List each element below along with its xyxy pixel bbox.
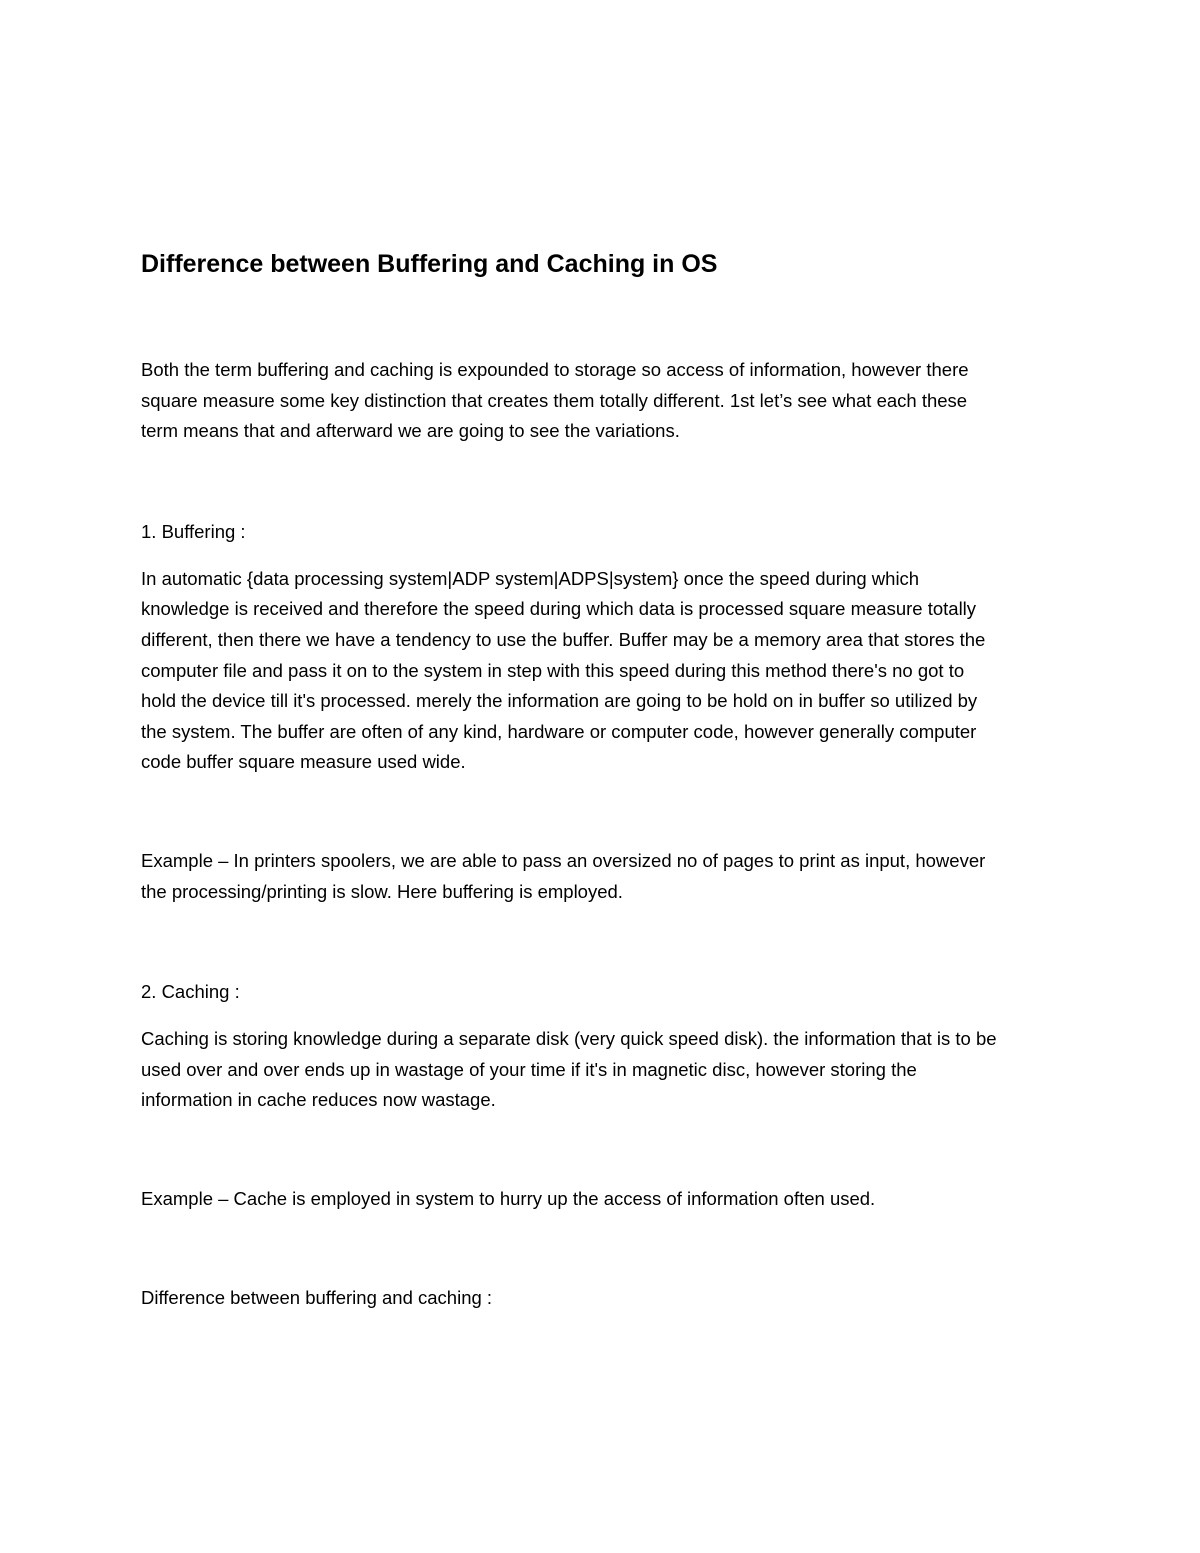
buffering-heading: 1. Buffering : (141, 520, 246, 542)
document-content (141, 246, 1061, 1313)
buffering-line: code buffer square measure used wide. (141, 751, 466, 773)
caching-heading: 2. Caching : (141, 981, 240, 1003)
caching-example-paragraph (141, 1184, 1061, 1215)
difference-heading: Difference between buffering and caching : (141, 1286, 493, 1308)
buffering-line: In automatic {data processing system|ADP system|ADPS|system} once the speed during which (141, 567, 920, 589)
buffering-line: hold the device till it's processed. merely the information are going to be hold on in buffer so utilized by (141, 690, 978, 712)
buffering-example-line: the processing/printing is slow. Here buffering is employed. (141, 880, 623, 902)
caching-paragraph (141, 1024, 1061, 1116)
intro-paragraph (141, 355, 1061, 447)
buffering-paragraph (141, 564, 1061, 778)
caching-example-line: Example – Cache is employed in system to hurry up the access of information often used. (141, 1187, 876, 1209)
intro-line: square measure some key distinction that creates them totally different. 1st let’s see what each these (141, 389, 968, 411)
buffering-line: computer file and pass it on to the system in step with this speed during this method there's no got to (141, 659, 965, 681)
buffering-line: different, then there we have a tendency to use the buffer. Buffer may be a memory area that stores the (141, 628, 986, 650)
caching-line: Caching is storing knowledge during a separate disk (very quick speed disk). the information that is to be (141, 1028, 997, 1050)
buffering-example-paragraph (141, 846, 1061, 907)
buffering-line: the system. The buffer are often of any kind, hardware or computer code, however generally computer (141, 720, 977, 742)
caching-line: information in cache reduces now wastage. (141, 1089, 496, 1111)
caching-line: used over and over ends up in wastage of your time if it's in magnetic disc, however storing the (141, 1058, 917, 1080)
document-title: Difference between Buffering and Caching in OS (141, 250, 718, 278)
intro-line: term means that and afterward we are going to see the variations. (141, 420, 680, 442)
buffering-example-line: Example – In printers spoolers, we are able to pass an oversized no of pages to print as input, however (141, 849, 986, 871)
buffering-line: knowledge is received and therefore the speed during which data is processed square measure totally (141, 598, 977, 620)
intro-line: Both the term buffering and caching is expounded to storage so access of information, however there (141, 359, 969, 380)
